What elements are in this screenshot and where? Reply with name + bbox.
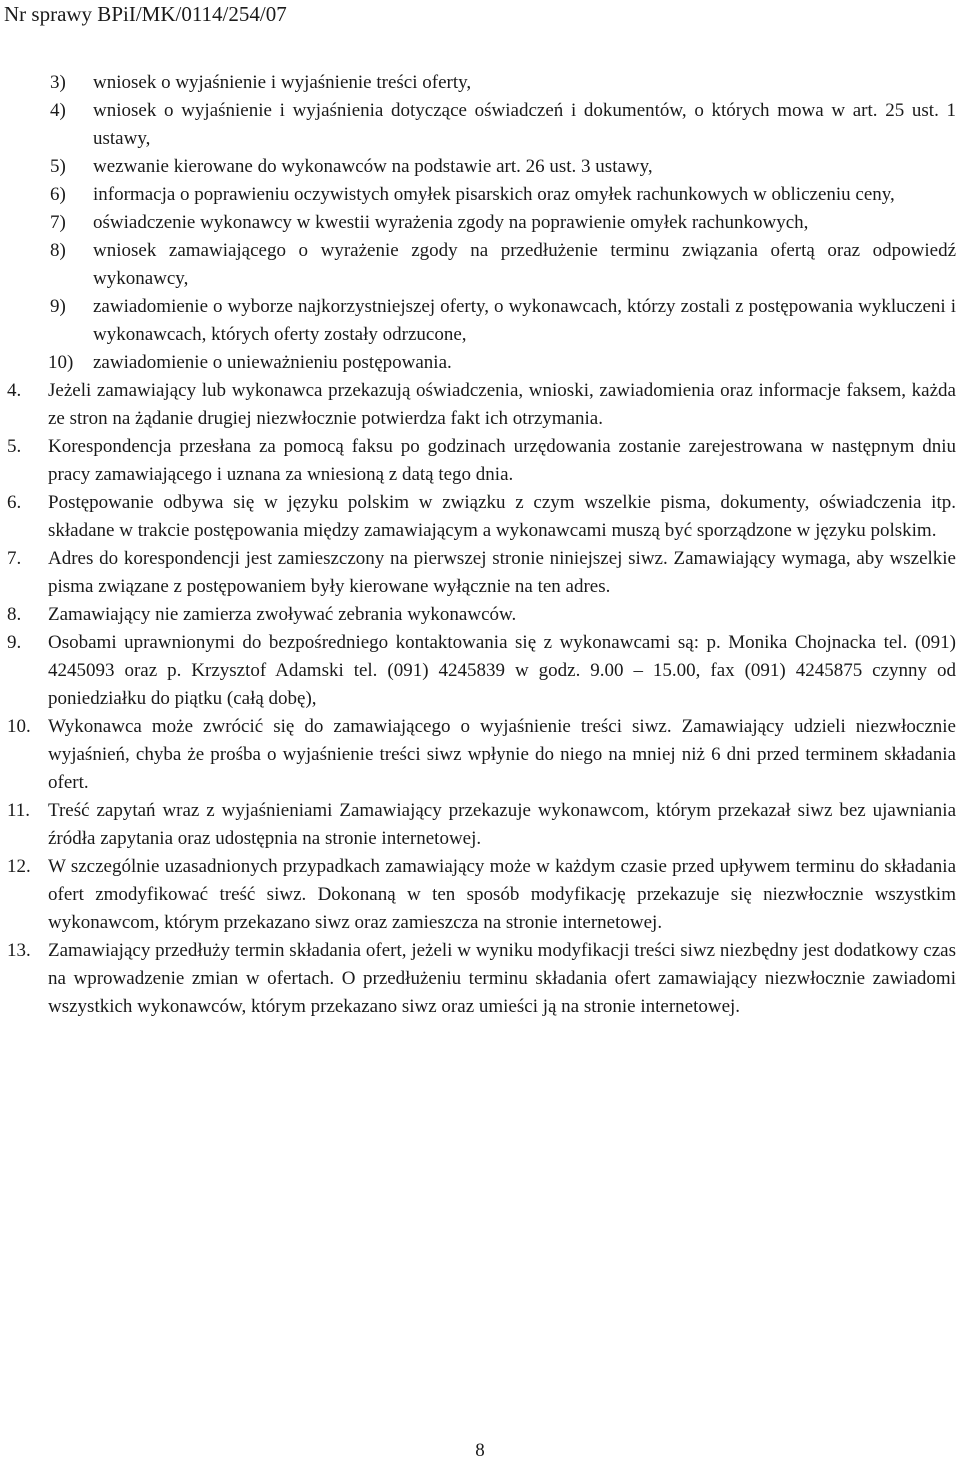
list-item-text: wniosek o wyjaśnienie i wyjaśnienie treści oferty, <box>93 72 472 93</box>
list-item-text: zawiadomienie o wyborze najkorzystniejszej oferty, o wykonawcach, którzy zostali z postępowania wykluczeni i wykonawcach, których oferty zostały odrzucone, <box>93 296 956 345</box>
section-item-text: Adres do korespondencji jest zamieszczony na pierwszej stronie niniejszej siwz. Zamawiający wymaga, aby wszelkie pisma związane z postępowaniem były kierowane wyłącznie na ten adres. <box>48 548 956 597</box>
list-item-6 <box>0 181 960 209</box>
list-item-10 <box>0 349 960 377</box>
list-item-number: 5) <box>50 156 66 177</box>
section-item-number: 10. <box>7 716 31 737</box>
list-item-number: 9) <box>50 296 66 317</box>
section-item-number: 9. <box>7 632 22 653</box>
list-item-4 <box>0 97 960 153</box>
list-item-text: wezwanie kierowane do wykonawców na podstawie art. 26 ust. 3 ustawy, <box>93 156 653 177</box>
section-item-number: 6. <box>7 492 22 513</box>
section-item-text: Treść zapytań wraz z wyjaśnieniami Zamawiający przekazuje wykonawcom, którym przekazał siwz bez ujawniania źródła zapytania oraz udostępnia na stronie internetowej. <box>48 800 956 849</box>
section-item-text: Zamawiający przedłuży termin składania ofert, jeżeli w wyniku modyfikacji treści siwz niezbędny jest dodatkowy czas na wprowadzenie zmian w ofertach. O przedłużeniu terminu składania ofert zamawiający niezwłocznie zawiadomi wszystkich wykonawców, którym przekazano siwz oraz umieści ją na stronie internetowej. <box>48 940 956 1017</box>
list-item-number: 6) <box>50 184 66 205</box>
section-item-8 <box>0 601 960 629</box>
case-number-header: Nr sprawy BPiI/MK/0114/254/07 <box>4 2 287 26</box>
list-item-5 <box>0 153 960 181</box>
list-item-number: 10) <box>48 352 74 373</box>
section-item-text: Postępowanie odbywa się w języku polskim w związku z czym wszelkie pisma, dokumenty, oświadczenia itp. składane w trakcie postępowania między zamawiającym a wykonawcami muszą być sporządzone w języku polskim. <box>48 492 956 541</box>
list-item-text: wniosek zamawiającego o wyrażenie zgody na przedłużenie terminu związania ofertą oraz odpowiedź wykonawcy, <box>93 240 956 289</box>
section-item-number: 11. <box>7 800 31 821</box>
list-item-3 <box>0 69 960 97</box>
list-item-9 <box>0 293 960 349</box>
list-item-number: 3) <box>50 72 66 93</box>
list-item-text: oświadczenie wykonawcy w kwestii wyrażenia zgody na poprawienie omyłek rachunkowych, <box>93 212 809 233</box>
list-item-text: zawiadomienie o unieważnieniu postępowania. <box>93 352 452 373</box>
section-item-number: 7. <box>7 548 22 569</box>
section-item-text: W szczególnie uzasadnionych przypadkach zamawiający może w każdym czasie przed upływem terminu do składania ofert zmodyfikować treść siwz. Dokonaną w ten sposób modyfikację przekazuje się niezwłocznie wszystkim wykonawcom, którym przekazano siwz oraz zamieszcza na stronie internetowej. <box>48 856 956 933</box>
page-number: 8 <box>475 1440 485 1461</box>
section-item-text: Zamawiający nie zamierza zwoływać zebrania wykonawców. <box>48 604 517 625</box>
section-item-4 <box>0 377 960 433</box>
section-item-number: 5. <box>7 436 22 457</box>
list-item-number: 7) <box>50 212 66 233</box>
section-item-number: 13. <box>7 940 31 961</box>
section-item-10 <box>0 713 960 797</box>
section-item-9 <box>0 629 960 713</box>
section-item-7 <box>0 545 960 601</box>
list-item-text: informacja o poprawieniu oczywistych omyłek pisarskich oraz omyłek rachunkowych w obliczeniu ceny, <box>93 184 895 205</box>
list-item-number: 4) <box>50 100 66 121</box>
section-item-text: Osobami uprawnionymi do bezpośredniego kontaktowania się z wykonawcami są: p. Monika Chojnacka tel. (091) 4245093 oraz p. Krzysztof Adamski tel. (091) 4245839 w godz. 9.00 – 15.00, fax (091) 4245875 czynny od poniedziałku do piątku (całą dobę), <box>48 632 956 709</box>
list-item-number: 8) <box>50 240 66 261</box>
section-item-text: Wykonawca może zwrócić się do zamawiającego o wyjaśnienie treści siwz. Zamawiający udzieli niezwłocznie wyjaśnień, chyba że prośba o wyjaśnienie treści siwz wpłynie do niego na mniej niż 6 dni przed terminem składania ofert. <box>48 716 956 793</box>
section-item-5 <box>0 433 960 489</box>
section-item-12 <box>0 853 960 937</box>
section-item-number: 4. <box>7 380 22 401</box>
section-item-text: Jeżeli zamawiający lub wykonawca przekazują oświadczenia, wnioski, zawiadomienia oraz informacje faksem, każda ze stron na żądanie drugiej niezwłocznie potwierdza fakt ich otrzymania. <box>48 380 956 429</box>
section-item-11 <box>0 797 960 853</box>
document-body <box>0 69 960 1021</box>
list-item-7 <box>0 209 960 237</box>
section-item-number: 8. <box>7 604 22 625</box>
list-item-8 <box>0 237 960 293</box>
section-item-6 <box>0 489 960 545</box>
section-item-number: 12. <box>7 856 31 877</box>
list-item-text: wniosek o wyjaśnienie i wyjaśnienia dotyczące oświadczeń i dokumentów, o których mowa w art. 25 ust. 1 ustawy, <box>93 100 956 149</box>
section-item-text: Korespondencja przesłana za pomocą faksu po godzinach urzędowania zostanie zarejestrowana w następnym dniu pracy zamawiającego i uznana za wniesioną z datą tego dnia. <box>48 436 956 485</box>
section-item-13 <box>0 937 960 1021</box>
